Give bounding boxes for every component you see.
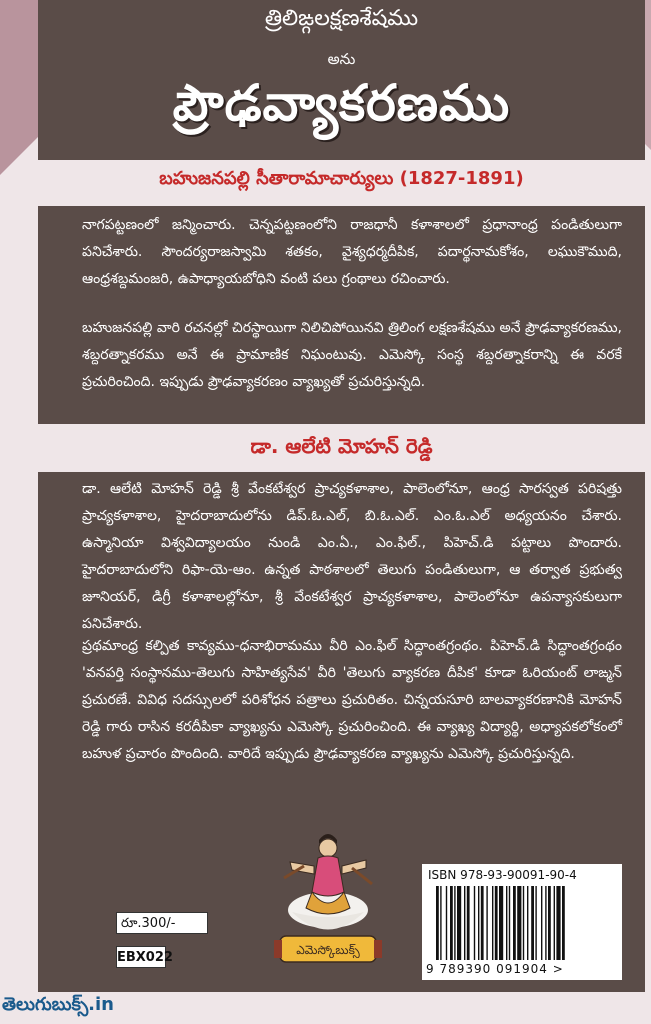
publisher-logo-text: ఎమెస్కోబుక్స్ — [296, 943, 360, 957]
book-title: ప్రౌఢవ్యాకరణము — [172, 74, 511, 132]
commentator-works-paragraph: ప్రథమాంధ్ర కల్పిత కావ్యము-ధనాభిరామము వీరి ఎం.ఫిల్ సిద్ధాంతగ్రంథం. పిహెచ్.డి సిద్ధాంతగ్రంథం 'వనపర్తి సంస్థానము-తెలుగు సాహిత్యసేవ' వీరి 'తెలుగు వ్యాకరణ దీపిక' కూడా ఓరియంట్ లాఙ్మన్ ప్రచురణే. వివిధ సదస్సులలో పరిశోధన పత్రాలు ప్రచురితం. చిన్నయసూరి బాలవ్యాకరణానికి మోహన్ రెడ్డి గారు రాసిన కరదీపికా వ్యాఖ్యను ఎమెస్కో ప్రచురించింది. ఈ వ్యాఖ్య విద్యార్థి, అధ్యాపకలోకంలో బహుళ ప్రచారం పొందింది. వారిదే ఇప్పుడు ప్రౌఢవ్యాకరణ వ్యాఖ్యను ఎమెస్కో ప్రచురిస్తున్నది. — [82, 638, 622, 762]
barcode-bar — [436, 886, 439, 960]
barcode-bar — [517, 886, 521, 960]
barcode-bar — [495, 886, 498, 960]
barcode-bar — [450, 886, 453, 960]
barcode-bar — [541, 886, 542, 960]
author-heading: బహుజనపల్లి సీతారామాచార్యులు (1827-1891) — [159, 168, 524, 189]
barcode-bar — [531, 886, 534, 960]
barcode-bar — [454, 886, 455, 960]
book-subtitle: త్రిలిఙ్గలక్షణశేషము — [264, 6, 419, 31]
commentator-bio-paragraph: డా. ఆలేటి మోహన్ రెడ్డి శ్రీ వేంకటేశ్వర ప్రాచ్యకళాశాల, పాలెంలోనూ, ఆంధ్ర సారస్వత పరిషత్తు ప్రాచ్యకళాశాల, హైదరాబాదులోను డిప్.ఓ.ఎల్, బి.ఓ.ఎల్. ఎం.ఓ.ఎల్ అధ్యయనం చేశారు. ఉస్మానియా విశ్వవిద్యాలయం నుండి ఎం.ఏ., ఎం.ఫిల్., పిహెచ్.డి పట్టాలు పొందారు. హైదరాబాదులోని రిఫా-యె-ఆం. ఉన్నత పాఠశాలలో తెలుగు పండితులుగా, ఆ తర్వాత ప్రభుత్వ జూనియర్, డిగ్రీ కళాశాలల్లోనూ, శ్రీ వేంకటేశ్వర ప్రాచ్యకళాశాల, పాలెంలోనూ ఉపన్యాసకులుగా పనిచేశారు. — [82, 481, 622, 632]
barcode-bar — [467, 886, 470, 960]
barcode-bar — [464, 886, 465, 960]
publisher-logo — [270, 822, 386, 972]
isbn-label: ISBN 978-93-90091-90-4 — [428, 868, 577, 882]
barcode-bar — [457, 886, 461, 960]
barcode-bar — [506, 886, 507, 960]
title-connector: అను — [327, 50, 356, 68]
author-bio-paragraph: నాగపట్టణంలో జన్మించారు. చెన్నపట్టణంలోని రాజధానీ కళాశాలలో ప్రధానాంధ్ర పండితులుగా పనిచేశారు. సౌందర్యరాజస్వామి శతకం, వైశ్యధర్మదీపిక, పదార్థనామకోశం, లఘుకౌముది, ఆంధ్రశబ్దమంజరి, ఉపాధ్యాయబోధిని వంటి పలు గ్రంథాలు రచించారు. — [82, 217, 622, 287]
barcode-bar — [523, 886, 524, 960]
goddess-emblem-icon — [270, 822, 386, 972]
barcode-bar — [481, 886, 484, 960]
barcode-bar — [527, 886, 528, 960]
barcode-bar — [499, 886, 503, 960]
author-works-paragraph: బహుజనపల్లి వారి రచనల్లో చిరస్థాయిగా నిలిచిపోయినవి త్రిలింగ లక్షణశేషము అనే ప్రౌఢవ్యాకరణము, శబ్దరత్నాకరము అనే ఈ ప్రామాణిక నిఘంటువు. ఎమెస్కో సంస్థ శబ్దరత్నాకరాన్ని ఈ వరకే ప్రచురించింది. ఇప్పుడు ప్రౌఢవ్యాకరణం వ్యాఖ్యతో ప్రచురిస్తున్నది. — [82, 320, 622, 390]
barcode-bar — [556, 886, 560, 960]
barcode-bar — [492, 886, 493, 960]
site-watermark: తెలుగుబుక్స్.in — [2, 994, 114, 1015]
barcode-bar — [446, 886, 447, 960]
barcode-bar — [440, 886, 441, 960]
price-label: రూ.300/- — [116, 912, 208, 934]
commentator-heading-bar — [38, 424, 645, 472]
barcode-bar — [548, 886, 551, 960]
barcode-bar — [474, 886, 475, 960]
barcode-bar — [509, 886, 510, 960]
catalog-code: EBX022 — [116, 946, 166, 968]
barcode-icon — [434, 886, 610, 960]
isbn-barcode-box — [422, 864, 622, 980]
author-heading-bar — [38, 160, 645, 206]
barcode-digits: 9 789390 091904 > — [426, 962, 564, 976]
barcode-bar — [535, 886, 536, 960]
barcode-bar — [562, 886, 565, 960]
barcode-bar — [545, 886, 546, 960]
barcode-bar — [478, 886, 479, 960]
barcode-bar — [513, 886, 516, 960]
barcode-bar — [554, 886, 555, 960]
barcode-bar — [486, 886, 487, 960]
commentator-heading: డా. ఆలేటి మోహన్ రెడ్డి — [250, 434, 433, 458]
